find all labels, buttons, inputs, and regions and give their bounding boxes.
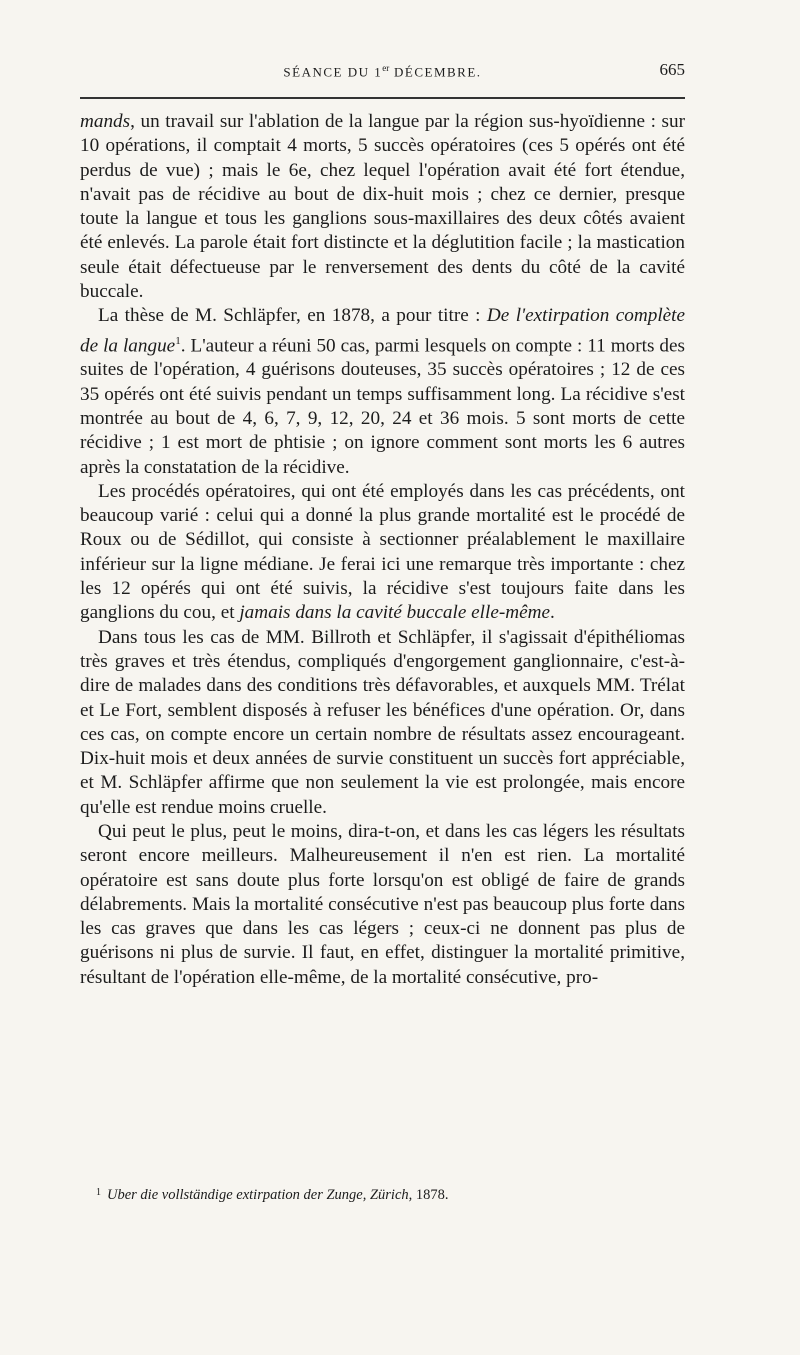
header-rule: [80, 97, 685, 99]
paragraph-1: [80, 110, 685, 304]
running-head-text-end: DÉCEMBRE.: [389, 64, 482, 80]
page-header: [80, 60, 685, 82]
paragraph-4: Dans tous les cas de MM. Billroth et Schläpfer, il s'agissait d'épithéliomas très graves et très étendus, compliqués d'engorgement ganglionnaire, c'est-à-dire de malades dans des conditions très défavorables, et auxquels MM. Trélat et Le Fort, semblent disposés à refuser les bénéfices d'une opération. Or, dans ces cas, on compte encore un certain nombre de résultats assez encourageant. Dix-huit mois et deux années de survie constituent un succès fort appréciable, et M. Schläpfer affirme que non seulement la vie est prolongée, mais encore qu'elle est rendue moins cruelle.: [80, 626, 685, 818]
running-head-text: SÉANCE DU 1: [283, 64, 383, 80]
paragraph-1-text: , un travail sur l'ablation de la langue par la région sus-hyoïdienne : sur 10 opérations, il comptait 4 morts, 5 succès opératoires (ces 5 opérés ont été perdus de vue) ; mais le 6e, chez lequel l'opération avait été fort étendue, n'avait pas de récidive au bout de dix-huit mois ; chez ce dernier, presque toute la langue et tous les ganglions sous-maxillaires des deux côtés avaient été enlevés. La parole était fort distincte et la déglutition facile ; la mastication seule était défectueuse par le renversement des dents du côté de la cavité buccale.: [80, 111, 685, 303]
paragraph-1-italic: mands: [80, 111, 131, 132]
running-head: [80, 63, 685, 80]
running-head-superscript: er: [382, 63, 390, 73]
paragraph-3-italic: jamais dans la cavité buccale elle-même: [239, 602, 550, 624]
footnote-year: 1878.: [412, 1187, 449, 1203]
page-number: 665: [659, 60, 685, 79]
paragraph-3-text-a: Les procédés opératoires, qui ont été employés dans les cas précédents, ont beaucoup varié : celui qui a donné la plus grande mortalité est le procédé de Roux ou de Sédillot, qui consiste à sectionner préalablement le maxillaire inférieur sur la ligne médiane. Je ferai ici une remarque très importante : chez les 12 opérés qui ont été suivis, la récidive s'est toujours faite dans les ganglions du cou, et: [80, 480, 685, 624]
paragraph-3-text-b: .: [549, 602, 555, 624]
paragraph-2: [80, 304, 685, 479]
paragraph-2-text-b: . L'auteur a réuni 50 cas, parmi lesquels on compte : 11 morts des suites de l'opération, 4 guérisons douteuses, 35 succès opératoires ; 12 de ces 35 opérés ont été suivis pendant un temps suffisamment long. La récidive s'est montrée au bout de 4, 6, 7, 9, 12, 20, 24 et 36 mois. 5 sont morts de cette récidive ; 1 est mort de phtisie ; on ignore comment sont morts les 6 autres après la constatation de la récidive.: [80, 335, 685, 478]
footnote: [96, 1187, 676, 1204]
thesis-title: De l'extirpation complète de la langue: [80, 305, 686, 357]
body-text: [80, 110, 685, 990]
footnote-mark: 1: [96, 1187, 101, 1198]
paragraph-5: Qui peut le plus, peut le moins, dira-t-on, et dans les cas légers les résultats seront encore meilleurs. Malheureusement il n'en est rien. La mortalité opératoire est sans doute plus forte lorsqu'on est obligé de faire de grands délabrements. Mais la mortalité consécutive n'est pas beaucoup plus forte dans les cas graves que dans les cas légers ; ceux-ci ne donnent pas plus de guérisons ni plus de survie. Il faut, en effet, distinguer la mortalité primitive, résultant de l'opération elle-même, de la mortalité consécutive, pro-: [80, 821, 685, 988]
paragraph-2-text-a: La thèse de M. Schläpfer, en 1878, a pour titre :: [98, 305, 487, 327]
paragraph-3: [80, 480, 685, 626]
footnote-text: Uber die vollständige extirpation der Zunge, Zürich,: [107, 1187, 413, 1203]
footnote-ref: 1: [175, 334, 181, 347]
